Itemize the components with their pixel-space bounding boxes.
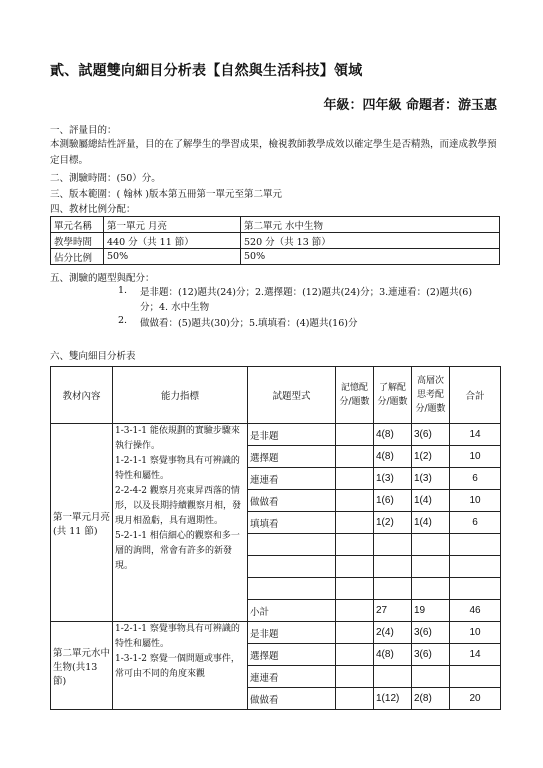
header-higher: 高層次思考配分/題數 [412, 367, 450, 424]
item-type: 連連看 [248, 666, 336, 688]
understand-score: 2(4) [374, 622, 412, 644]
higher-score [412, 666, 450, 688]
list-item-num: 2. [118, 315, 128, 326]
section-1-text: 本測驗屬總結性評量，目的在了解學生的學習成果，檢視教師教學成效以確定學生是否精熟，而達成教學預定目標。 [50, 139, 497, 166]
higher-score: 3(6) [412, 644, 450, 666]
memory-score [336, 666, 374, 688]
memory-score [336, 688, 374, 710]
header-type: 試題型式 [248, 367, 336, 424]
ability-indicators: 1-2-1-1 察覺事物具有可辨識的特性和屬性。 1-3-1-2 察覺一個問題或事件，常可由不同的角度來觀 [113, 622, 248, 710]
item-type [248, 578, 336, 600]
item-type: 是非題 [248, 622, 336, 644]
table-row [51, 233, 500, 249]
header-memory: 記憶配分/題數 [336, 367, 374, 424]
row-total [450, 534, 501, 556]
memory-score [336, 578, 374, 600]
table-row [51, 217, 500, 233]
higher-score: 2(8) [412, 688, 450, 710]
row-total: 14 [450, 644, 501, 666]
understand-score: 1(6) [374, 490, 412, 512]
item-type: 選擇題 [248, 644, 336, 666]
table-cell: 520 分（共 13 節） [241, 233, 500, 249]
understand-score: 4(8) [374, 644, 412, 666]
row-total [450, 666, 501, 688]
memory-score [336, 446, 374, 468]
memory-score [336, 644, 374, 666]
row-total: 10 [450, 446, 501, 468]
understand-score [374, 556, 412, 578]
understand-score: 27 [374, 600, 412, 622]
understand-score: 1(2) [374, 512, 412, 534]
row-total: 20 [450, 688, 501, 710]
understand-score: 1(12) [374, 688, 412, 710]
section-1-label: 一、評量目的： [50, 125, 117, 136]
higher-score [412, 534, 450, 556]
item-type: 是非題 [248, 424, 336, 446]
grade-author-line: 年級：四年級 命題者：游玉惠 [323, 98, 497, 113]
understand-score [374, 578, 412, 600]
page-title: 貳、試題雙向細目分析表【自然與生活科技】領域 [50, 63, 363, 79]
row-total: 46 [450, 600, 501, 622]
unit-name: 第二單元水中生物(共13 節) [51, 622, 113, 710]
memory-score [336, 424, 374, 446]
memory-score [336, 556, 374, 578]
item-type: 填填看 [248, 512, 336, 534]
memory-score [336, 468, 374, 490]
item-type [248, 556, 336, 578]
row-total [450, 556, 501, 578]
section-6: 六、雙向細目分析表 [50, 351, 136, 362]
higher-score: 19 [412, 600, 450, 622]
section-3: 三、版本範圍：( 翰林 )版本第五冊第一單元至第二單元 [50, 189, 282, 200]
table-row [51, 622, 501, 644]
understand-score [374, 534, 412, 556]
item-type: 小計 [248, 600, 336, 622]
list-item: 是非題：(12)題共(24)分；2.選擇題：(12)題共(24)分；3.連連看：(2)題共(6)分；4. 水中生物 [140, 287, 473, 313]
unit-name: 第一單元月亮(共 11 節) [51, 424, 113, 622]
understand-score: 4(8) [374, 446, 412, 468]
row-total [450, 578, 501, 600]
higher-score: 1(2) [412, 446, 450, 468]
section-4: 四、教材比例分配： [50, 204, 136, 215]
item-type [248, 534, 336, 556]
higher-score [412, 556, 450, 578]
list-item: 做做看：(5)題共(30)分；5.填填看：(4)題共(16)分 [140, 318, 358, 329]
table-header-row [51, 367, 501, 424]
higher-score: 1(4) [412, 512, 450, 534]
header-total: 合計 [450, 367, 501, 424]
memory-score [336, 622, 374, 644]
table-cell: 佔分比例 [51, 249, 104, 265]
row-total: 6 [450, 468, 501, 490]
row-total: 14 [450, 424, 501, 446]
higher-score: 1(3) [412, 468, 450, 490]
header-content: 教材內容 [51, 367, 113, 424]
row-total: 10 [450, 622, 501, 644]
understand-score [374, 666, 412, 688]
understand-score: 1(3) [374, 468, 412, 490]
table-cell: 440 分（共 11 節） [104, 233, 241, 249]
table-cell: 第二單元 水中生物 [241, 217, 500, 233]
table-cell: 單元名稱 [51, 217, 104, 233]
memory-score [336, 512, 374, 534]
header-understand: 了解配分/題數 [374, 367, 412, 424]
ability-indicators: 1-3-1-1 能依規劃的實驗步驟來執行操作。 1-2-1-1 察覺事物具有可辨識的特性和屬性。 2-2-4-2 觀察月亮東昇西落的情形，以及長期持續觀察月相，發現月相盈虧，具有週期性。 5-2-1-1 相信細心的觀察和多一層的詢問，常會有許多的新發現。 [113, 424, 248, 622]
memory-score [336, 600, 374, 622]
memory-score [336, 534, 374, 556]
ratio-table [50, 216, 500, 265]
spec-table [50, 366, 501, 710]
table-cell: 第一單元 月亮 [104, 217, 241, 233]
header-ability: 能力指標 [113, 367, 248, 424]
section-2: 二、測驗時間：(50）分。 [50, 173, 161, 184]
table-cell: 教學時間 [51, 233, 104, 249]
table-row [51, 424, 501, 446]
memory-score [336, 490, 374, 512]
higher-score [412, 578, 450, 600]
higher-score: 3(6) [412, 424, 450, 446]
item-type: 做做看 [248, 490, 336, 512]
table-cell: 50% [241, 249, 500, 265]
understand-score: 4(8) [374, 424, 412, 446]
higher-score: 3(6) [412, 622, 450, 644]
item-type: 做做看 [248, 688, 336, 710]
higher-score: 1(4) [412, 490, 450, 512]
item-type: 選擇題 [248, 446, 336, 468]
table-cell: 50% [104, 249, 241, 265]
list-item-num: 1. [118, 285, 128, 296]
row-total: 6 [450, 512, 501, 534]
table-row [51, 249, 500, 265]
row-total: 10 [450, 490, 501, 512]
item-type: 連連看 [248, 468, 336, 490]
section-5-label: 五、測驗的題型與配分： [50, 273, 155, 284]
